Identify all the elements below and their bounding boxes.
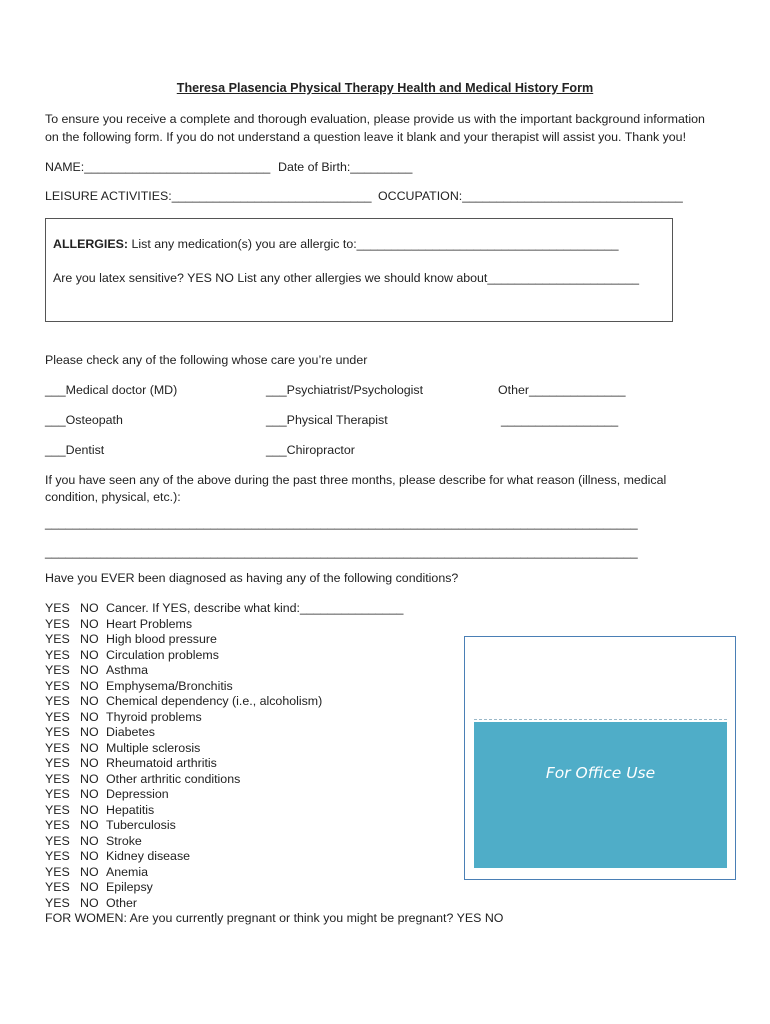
condition-row (45, 679, 503, 695)
condition-label: Diabetes (106, 725, 155, 739)
allergies-heading: ALLERGIES: (53, 237, 129, 251)
condition-row (45, 896, 503, 912)
condition-no-option[interactable]: NO (80, 725, 99, 739)
condition-label: Epilepsy (106, 880, 153, 894)
condition-no-option[interactable]: NO (80, 601, 99, 615)
condition-row (45, 601, 503, 617)
condition-yes-option[interactable]: YES (45, 663, 70, 677)
condition-no-option[interactable]: NO (80, 616, 99, 631)
condition-yes-option[interactable]: YES (45, 694, 70, 708)
leisure-field[interactable]: LEISURE ACTIVITIES:_____________________________ (45, 189, 372, 203)
care-psychiatrist[interactable]: ___Psychiatrist/Psychologist (266, 383, 424, 397)
intro-line-2: on the following form. If you do not understand a question leave it blank and your therapist will assist you. Thank you! (45, 130, 687, 144)
allergy-medication-line[interactable] (53, 237, 619, 251)
office-divider (474, 719, 727, 720)
condition-label: High blood pressure (106, 632, 217, 646)
care-osteopath[interactable]: ___Osteopath (45, 413, 123, 427)
condition-row (45, 710, 503, 726)
condition-row (45, 803, 503, 819)
condition-yes-option[interactable]: YES (45, 787, 70, 801)
care-physical-therapist[interactable]: ___Physical Therapist (266, 413, 388, 427)
allergy-medication-prompt: List any medication(s) you are allergic to:______________________________________ (128, 237, 619, 251)
condition-label: Hepatitis (106, 802, 155, 817)
condition-label: Other (106, 895, 137, 910)
care-other[interactable]: Other______________ (498, 383, 626, 397)
condition-row (45, 880, 503, 896)
condition-label: Tuberculosis (106, 818, 176, 832)
care-reason-blank-2[interactable]: ______________________________________________________________________________________ (45, 545, 638, 559)
condition-yes-option[interactable]: YES (45, 895, 70, 910)
conditions-heading: Have you EVER been diagnosed as having any of the following conditions? (45, 571, 459, 585)
condition-label: Chemical dependency (i.e., alcoholism) (106, 694, 323, 708)
condition-row (45, 818, 503, 834)
care-medical-doctor[interactable]: ___Medical doctor (MD) (45, 383, 178, 397)
condition-yes-option[interactable]: YES (45, 771, 70, 786)
condition-no-option[interactable]: NO (80, 647, 99, 662)
office-use-label: For Office Use (545, 764, 656, 782)
condition-row (45, 663, 503, 679)
condition-row (45, 617, 503, 633)
condition-label: Kidney disease (106, 849, 191, 863)
condition-row (45, 772, 503, 788)
condition-label: Heart Problems (106, 616, 193, 631)
condition-label: Stroke (106, 833, 142, 848)
condition-row (45, 787, 503, 803)
condition-label: Thyroid problems (106, 709, 202, 724)
condition-yes-option[interactable]: YES (45, 740, 70, 755)
care-reason-line-2: condition, physical, etc.): (45, 490, 181, 504)
name-field[interactable]: NAME:___________________________ (45, 160, 271, 174)
condition-no-option[interactable]: NO (80, 632, 99, 646)
allergies-box (45, 218, 673, 322)
condition-yes-option[interactable]: YES (45, 802, 70, 817)
condition-row (45, 648, 503, 664)
condition-yes-option[interactable]: YES (45, 833, 70, 848)
condition-row (45, 632, 503, 648)
form-title: Theresa Plasencia Physical Therapy Health and Medical History Form (176, 81, 594, 95)
care-reason-line-1: If you have seen any of the above during the past three months, please describe for what reason (illness, medical (45, 473, 667, 487)
condition-label: Cancer. If YES, describe what kind:_______________ (106, 601, 404, 615)
condition-yes-option[interactable]: YES (45, 849, 70, 863)
intro-text (45, 110, 705, 146)
condition-label: Anemia (106, 864, 149, 879)
condition-yes-option[interactable]: YES (45, 864, 70, 879)
occupation-field[interactable]: OCCUPATION:________________________________ (378, 189, 683, 203)
condition-label: Depression (106, 787, 169, 801)
condition-yes-option[interactable]: YES (45, 678, 70, 693)
condition-row (45, 756, 503, 772)
condition-no-option[interactable]: NO (80, 802, 99, 817)
condition-no-option[interactable]: NO (80, 756, 99, 770)
conditions-list (45, 601, 503, 927)
condition-yes-option[interactable]: YES (45, 725, 70, 739)
condition-yes-option[interactable]: YES (45, 616, 70, 631)
condition-no-option[interactable]: NO (80, 663, 99, 677)
pregnancy-question[interactable]: FOR WOMEN: Are you currently pregnant or think you might be pregnant? YES NO (45, 911, 504, 925)
condition-row (45, 849, 503, 865)
condition-label: Multiple sclerosis (106, 740, 201, 755)
condition-row (45, 694, 503, 710)
care-heading: Please check any of the following whose care you’re under (45, 353, 368, 367)
condition-no-option[interactable]: NO (80, 895, 99, 910)
condition-no-option[interactable]: NO (80, 771, 99, 786)
condition-no-option[interactable]: NO (80, 818, 99, 832)
condition-no-option[interactable]: NO (80, 849, 99, 863)
condition-yes-option[interactable]: YES (45, 818, 70, 832)
condition-row (45, 865, 503, 881)
care-dentist[interactable]: ___Dentist (45, 443, 105, 457)
condition-yes-option[interactable]: YES (45, 601, 70, 615)
condition-no-option[interactable]: NO (80, 740, 99, 755)
dob-field[interactable]: Date of Birth:_________ (278, 160, 413, 174)
condition-no-option[interactable]: NO (80, 709, 99, 724)
condition-label: Circulation problems (106, 647, 219, 662)
care-reason-question (45, 472, 666, 506)
condition-label: Other arthritic conditions (106, 771, 241, 786)
intro-line-1: To ensure you receive a complete and thorough evaluation, please provide us with the important background information (45, 112, 705, 126)
condition-label: Asthma (106, 663, 149, 677)
condition-no-option[interactable]: NO (80, 864, 99, 879)
condition-no-option[interactable]: NO (80, 787, 99, 801)
condition-yes-option[interactable]: YES (45, 756, 70, 770)
condition-yes-option[interactable]: YES (45, 647, 70, 662)
care-chiropractor[interactable]: ___Chiropractor (266, 443, 355, 457)
condition-yes-option[interactable]: YES (45, 632, 70, 646)
condition-row (45, 741, 503, 757)
condition-yes-option[interactable]: YES (45, 880, 70, 894)
care-reason-blank-1[interactable]: ______________________________________________________________________________________ (45, 516, 638, 530)
condition-yes-option[interactable]: YES (45, 709, 70, 724)
care-other-blank[interactable]: _________________ (501, 413, 619, 427)
condition-no-option[interactable]: NO (80, 694, 99, 708)
condition-no-option[interactable]: NO (80, 833, 99, 848)
condition-row (45, 725, 503, 741)
condition-label: Rheumatoid arthritis (106, 756, 217, 770)
latex-question[interactable]: Are you latex sensitive? YES NO List any other allergies we should know about______________________ (53, 271, 639, 285)
condition-no-option[interactable]: NO (80, 678, 99, 693)
office-use-panel (474, 722, 727, 868)
condition-label: Emphysema/Bronchitis (106, 678, 233, 693)
condition-row (45, 834, 503, 850)
condition-no-option[interactable]: NO (80, 880, 99, 894)
